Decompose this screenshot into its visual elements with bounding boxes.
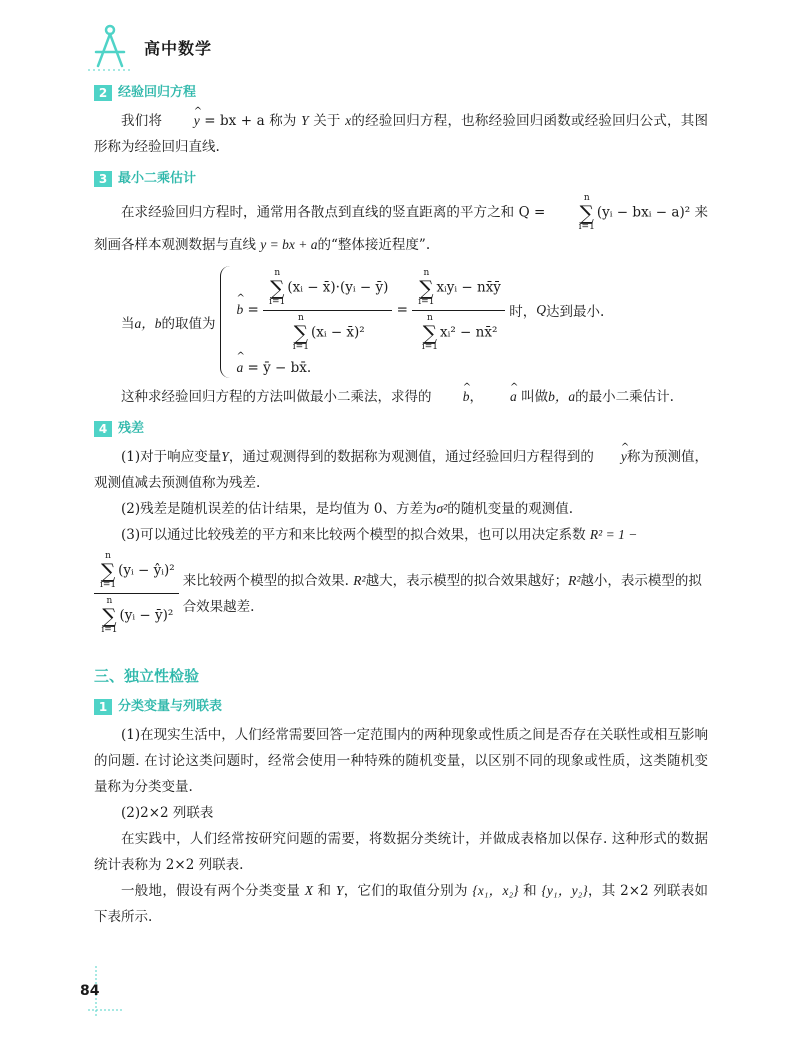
compass-logo-icon bbox=[88, 22, 132, 72]
residual-paragraph-3: (3)可以通过比较残差的平方和来比较两个模型的拟合效果，也可以用决定系数 R² = 1 − bbox=[121, 527, 638, 543]
regression-equation-paragraph: 我们将 y ^ = bx + a 称为 Y 关于 x的经验回归方程，也称经验回归函数或经验回归公式，其图形称为经验回归直线. bbox=[94, 106, 708, 155]
brace bbox=[220, 266, 231, 378]
contingency-table-paragraph: 在实践中，人们经常按研究问题的需要，将数据分类统计，并做成表格加以保存. 这种形式的数据统计表称为 2×2 列联表. bbox=[94, 831, 708, 873]
chapter-heading-independence-test: 三、独立性检验 bbox=[94, 667, 200, 685]
least-squares-formula: 当 a，b 的取值为 b ^ = n ∑ i=1 (xᵢ − x̄)·(yᵢ − ȳ) n ∑ i=1 (xᵢ − x̄)² = n ∑ i=1 xᵢyᵢ − nx̄ȳ n ∑ i=1 xᵢ² − nx̄² 时， Q 达到最小. a ^ = ȳ − bx̄. bbox=[94, 266, 708, 378]
running-title: 高中数学 bbox=[144, 39, 213, 58]
categorical-variable-paragraph: (1)在现实生活中，人们经常需要回答一定范围内的两种现象或性质之间是否存在关联性或相互影响的问题. 在讨论这类问题时，经常会使用一种特殊的随机变量，以区别不同的现象或性质，这类随机变量称为分类变量. bbox=[94, 727, 708, 795]
b-hat-fraction-2: n ∑ i=1 xᵢyᵢ − nx̄ȳ n ∑ i=1 xᵢ² − nx̄² bbox=[412, 269, 505, 352]
section-label: 分类变量与列联表 bbox=[118, 699, 223, 714]
residual-paragraph-1: (1)对于响应变量Y，通过观测得到的数据称为观测值，通过经验回归方程得到的 y ^ 称为预测值，观测值减去预测值称为残差. bbox=[94, 442, 709, 491]
section-number: 4 bbox=[94, 421, 112, 437]
b-hat-fraction-1: n ∑ i=1 (xᵢ − x̄)·(yᵢ − ȳ) n ∑ i=1 (xᵢ − x̄)² bbox=[263, 269, 392, 352]
section-label: 经验回归方程 bbox=[118, 85, 197, 100]
least-squares-method-paragraph: 这种求经验回归方程的方法叫做最小二乘法，求得的 b ^ ， a ^ 叫做b，a的最小二乘估计. bbox=[121, 382, 674, 405]
section-number: 2 bbox=[94, 85, 112, 101]
section-number: 1 bbox=[94, 699, 112, 715]
page-content bbox=[94, 82, 708, 930]
section-heading-contingency-table bbox=[94, 696, 708, 718]
section-label: 最小二乘估计 bbox=[118, 171, 197, 186]
section-heading-least-squares bbox=[94, 168, 708, 190]
contingency-table-subheading: (2)2×2 列联表 bbox=[121, 805, 214, 821]
page-number: 84 bbox=[80, 983, 100, 999]
contingency-intro-paragraph: 一般地，假设有两个分类变量 X 和 Y，它们的取值分别为 {x₁，x₂} 和 {y₁，y₂}，其 2×2 列联表如下表所示. bbox=[94, 883, 709, 925]
least-squares-paragraph: 在求经验回归方程时，通常用各散点到直线的竖直距离的平方之和 Q = n ∑ i=1 (yᵢ − bxᵢ − a)² 来刻画各样本观测数据与直线 y = bx + a的“整体接近程度”. bbox=[94, 193, 709, 253]
r-squared-formula: n ∑ i=1 (yᵢ − ŷᵢ)² n ∑ i=1 (yᵢ − ȳ)² 来比较两个模型的拟合效果. R²越大，表示模型的拟合效果越好；R²越小，表示模型的拟合效果越差. bbox=[94, 552, 708, 635]
residual-paragraph-2: (2)残差是随机误差的估计结果，是均值为 0、方差为σ²的随机变量的观测值. bbox=[121, 501, 574, 517]
section-number: 3 bbox=[94, 171, 112, 187]
section-label: 残差 bbox=[118, 421, 145, 436]
